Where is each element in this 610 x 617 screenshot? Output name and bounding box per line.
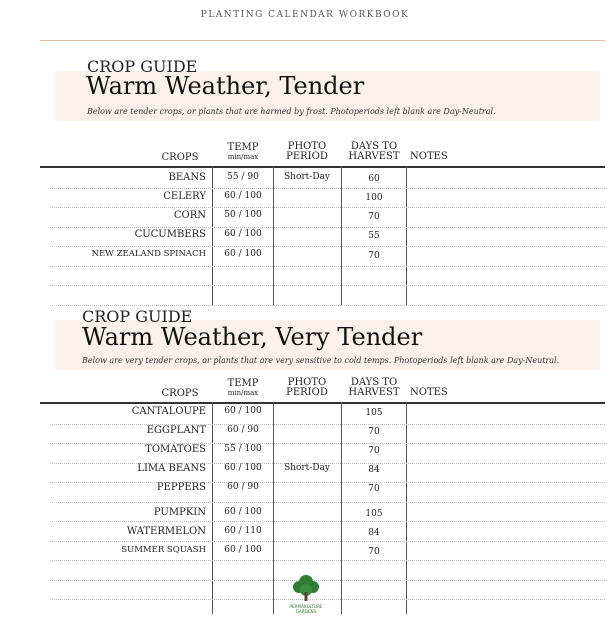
- table-header-rule: [40, 166, 605, 168]
- col-header-days: [341, 378, 407, 398]
- column-divider: [406, 402, 407, 614]
- crop-name: PEPPERS: [156, 482, 206, 493]
- col-header-days-2: HARVEST: [348, 387, 400, 398]
- crop-days-to-harvest: 84: [368, 465, 380, 475]
- col-header-days-1: DAYS TO: [350, 141, 398, 152]
- row-divider: [50, 246, 605, 247]
- logo: [286, 572, 326, 616]
- row-divider: [50, 188, 605, 189]
- row-divider: [50, 207, 605, 208]
- col-header-temp-sub: min/max: [227, 389, 259, 397]
- crop-temp: 60 / 100: [224, 191, 262, 201]
- crop-name: LIMA BEANS: [137, 463, 206, 474]
- crop-days-to-harvest: 70: [368, 484, 380, 494]
- crop-temp: 60 / 90: [227, 425, 259, 435]
- crop-temp: 60 / 100: [224, 507, 262, 517]
- header-rule: [40, 40, 605, 41]
- crop-temp: 60 / 100: [224, 229, 262, 239]
- col-header-temp: [213, 379, 273, 397]
- crop-temp: 60 / 90: [227, 482, 259, 492]
- col-header-temp-label: TEMP: [227, 142, 259, 153]
- crop-temp: 60 / 100: [224, 463, 262, 473]
- crop-days-to-harvest: 100: [365, 193, 383, 203]
- logo-text-1: PERMAKULTURE: [289, 604, 323, 609]
- row-divider: [50, 541, 605, 542]
- col-header-photo: [273, 378, 341, 398]
- crop-name: CUCUMBERS: [134, 229, 206, 240]
- crop-days-to-harvest: 70: [368, 547, 380, 557]
- crop-photoperiod: Short-Day: [283, 172, 330, 182]
- crop-days-to-harvest: 105: [365, 408, 383, 418]
- crop-temp: 60 / 110: [224, 526, 262, 536]
- crop-name: CORN: [173, 210, 206, 221]
- crop-temp: 50 / 100: [224, 210, 262, 220]
- col-header-temp-sub: min/max: [227, 153, 259, 161]
- column-divider: [273, 402, 274, 614]
- col-header-crops: CROPS: [161, 388, 199, 399]
- page-header: PLANTING CALENDAR WORKBOOK: [200, 10, 410, 20]
- crop-name: CELERY: [163, 191, 206, 202]
- crop-days-to-harvest: 70: [368, 212, 380, 222]
- crop-days-to-harvest: 60: [368, 174, 380, 184]
- crop-temp: 55 / 90: [227, 172, 259, 182]
- crop-name: BEANS: [168, 172, 206, 183]
- crop-days-to-harvest: 55: [368, 231, 380, 241]
- row-divider: [50, 305, 605, 306]
- guide-description: Below are tender crops, or plants that are harmed by frost. Photoperiods left blank are Day-Neutral.: [87, 107, 496, 116]
- tree-icon: [293, 575, 319, 601]
- col-header-photo-1: PHOTO: [287, 141, 327, 152]
- table-header-rule: [40, 402, 605, 404]
- crop-name: CANTALOUPE: [131, 406, 206, 417]
- row-divider: [50, 502, 605, 503]
- crop-temp: 55 / 100: [224, 444, 262, 454]
- guide-kicker: CROP GUIDE: [87, 57, 198, 76]
- row-divider: [50, 599, 605, 600]
- crop-temp: 60 / 100: [224, 406, 262, 416]
- col-header-photo-2: PERIOD: [286, 151, 328, 162]
- crop-name: PUMPKIN: [153, 507, 206, 518]
- col-header-photo: [273, 142, 341, 162]
- row-divider: [50, 560, 605, 561]
- guide-title: Warm Weather, Tender: [86, 72, 365, 100]
- crop-days-to-harvest: 70: [368, 446, 380, 456]
- crop-days-to-harvest: 105: [365, 509, 383, 519]
- row-divider: [50, 227, 605, 228]
- logo-text-2: GARDENS: [295, 609, 317, 614]
- col-header-notes: NOTES: [410, 387, 448, 398]
- crop-days-to-harvest: 70: [368, 427, 380, 437]
- col-header-notes: NOTES: [410, 151, 448, 162]
- guide-description: Below are very tender crops, or plants that are very sensitive to cold temps. Photoperiods left blank are Day-Neutral.: [82, 356, 560, 365]
- col-header-photo-2: PERIOD: [286, 387, 328, 398]
- guide-title: Warm Weather, Very Tender: [82, 323, 423, 351]
- col-header-crops: CROPS: [161, 152, 199, 163]
- crop-temp: 60 / 100: [224, 545, 262, 555]
- crop-days-to-harvest: 84: [368, 528, 380, 538]
- row-divider: [50, 266, 605, 267]
- row-divider: [50, 580, 605, 581]
- crop-name: SUMMER SQUASH: [121, 545, 206, 555]
- guide-kicker: CROP GUIDE: [82, 307, 193, 326]
- crop-name: EGGPLANT: [146, 425, 206, 436]
- crop-temp: 60 / 100: [224, 249, 262, 259]
- col-header-temp: [213, 143, 273, 161]
- crop-name: NEW ZEALAND SPINACH: [91, 249, 206, 259]
- col-header-days-1: DAYS TO: [350, 377, 398, 388]
- crop-name: TOMATOES: [145, 444, 206, 455]
- row-divider: [50, 285, 605, 286]
- col-header-photo-1: PHOTO: [287, 377, 327, 388]
- crop-name: WATERMELON: [126, 526, 206, 537]
- col-header-days: [341, 142, 407, 162]
- col-header-temp-label: TEMP: [227, 378, 259, 389]
- crop-days-to-harvest: 70: [368, 251, 380, 261]
- row-divider: [50, 521, 605, 522]
- col-header-days-2: HARVEST: [348, 151, 400, 162]
- crop-photoperiod: Short-Day: [283, 463, 330, 473]
